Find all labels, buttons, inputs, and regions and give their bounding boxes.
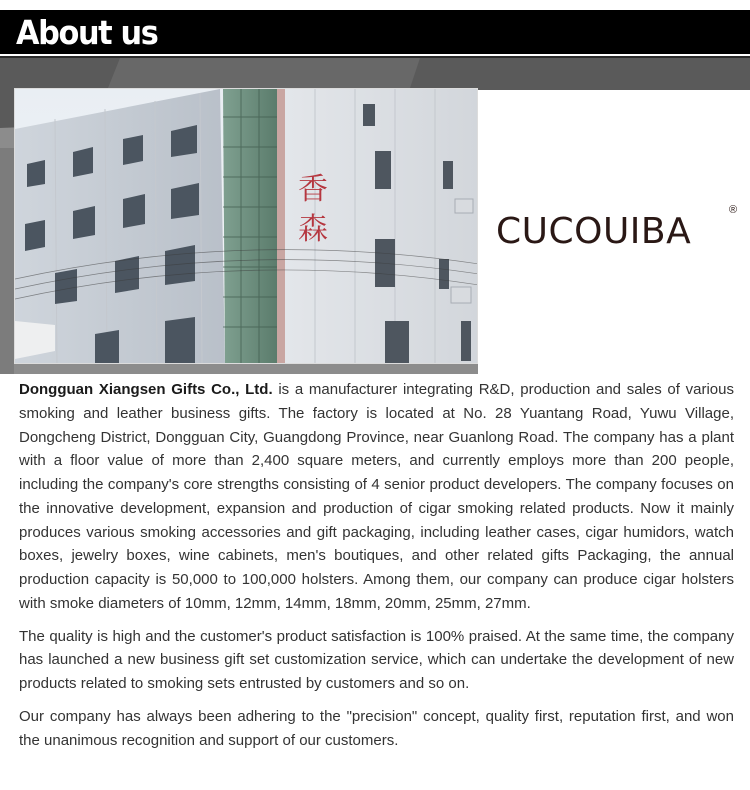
brand-logo-text: CUCOUIBA [496,211,692,252]
factory-building-illustration [15,89,478,364]
photo-sign-char-1: 香 [298,172,328,207]
about-paragraph-1 [19,378,734,616]
photo-sign-char-2: 森 [298,212,328,247]
company-name: Dongguan Xiangsen Gifts Co., Ltd. [19,381,273,398]
registered-mark: ® [729,204,738,216]
about-content [19,378,734,761]
about-paragraph-2: The quality is high and the customer's product satisfaction is 100% praised. At the same time, the company has launched a new business gift set customization service, which can undertake the development of new products related to smoking sets entrusted by customers and so on. [19,627,734,692]
about-paragraph-3: Our company has always been adhering to the "precision" concept, quality first, reputation first, and won the unanimous recognition and support of our customers. [19,707,734,749]
page-title: About us [16,13,158,52]
about-paragraph-1-text: is a manufacturer integrating R&D, production and sales of various smoking and leather business gifts. The factory is located at No. 28 Yuantang Road, Yuwu Village, Dongcheng District, Dongguan City, Guangdong Province, near Guanlong Road. The company has a plant with a floor value of more than 2,400 square meters, and currently employs more than 200 people, including the company's core strengths consisting of 4 senior product developers. The company focuses on the innovative development, expansion and production of cigar smoking related products. Now it mainly produces various smoking accessories and gift packaging, including leather cases, cigar humidors, watch boxes, jewelry boxes, wine cabinets, men's boutiques, and other related gifts Packaging, the annual production capacity is 50,000 to 100,000 holsters. Among them, our company can produce cigar holsters with smoke diameters of 10mm, 12mm, 14mm, 18mm, 20mm, 25mm, 27mm. [19,381,734,612]
factory-building-photo [14,88,478,364]
